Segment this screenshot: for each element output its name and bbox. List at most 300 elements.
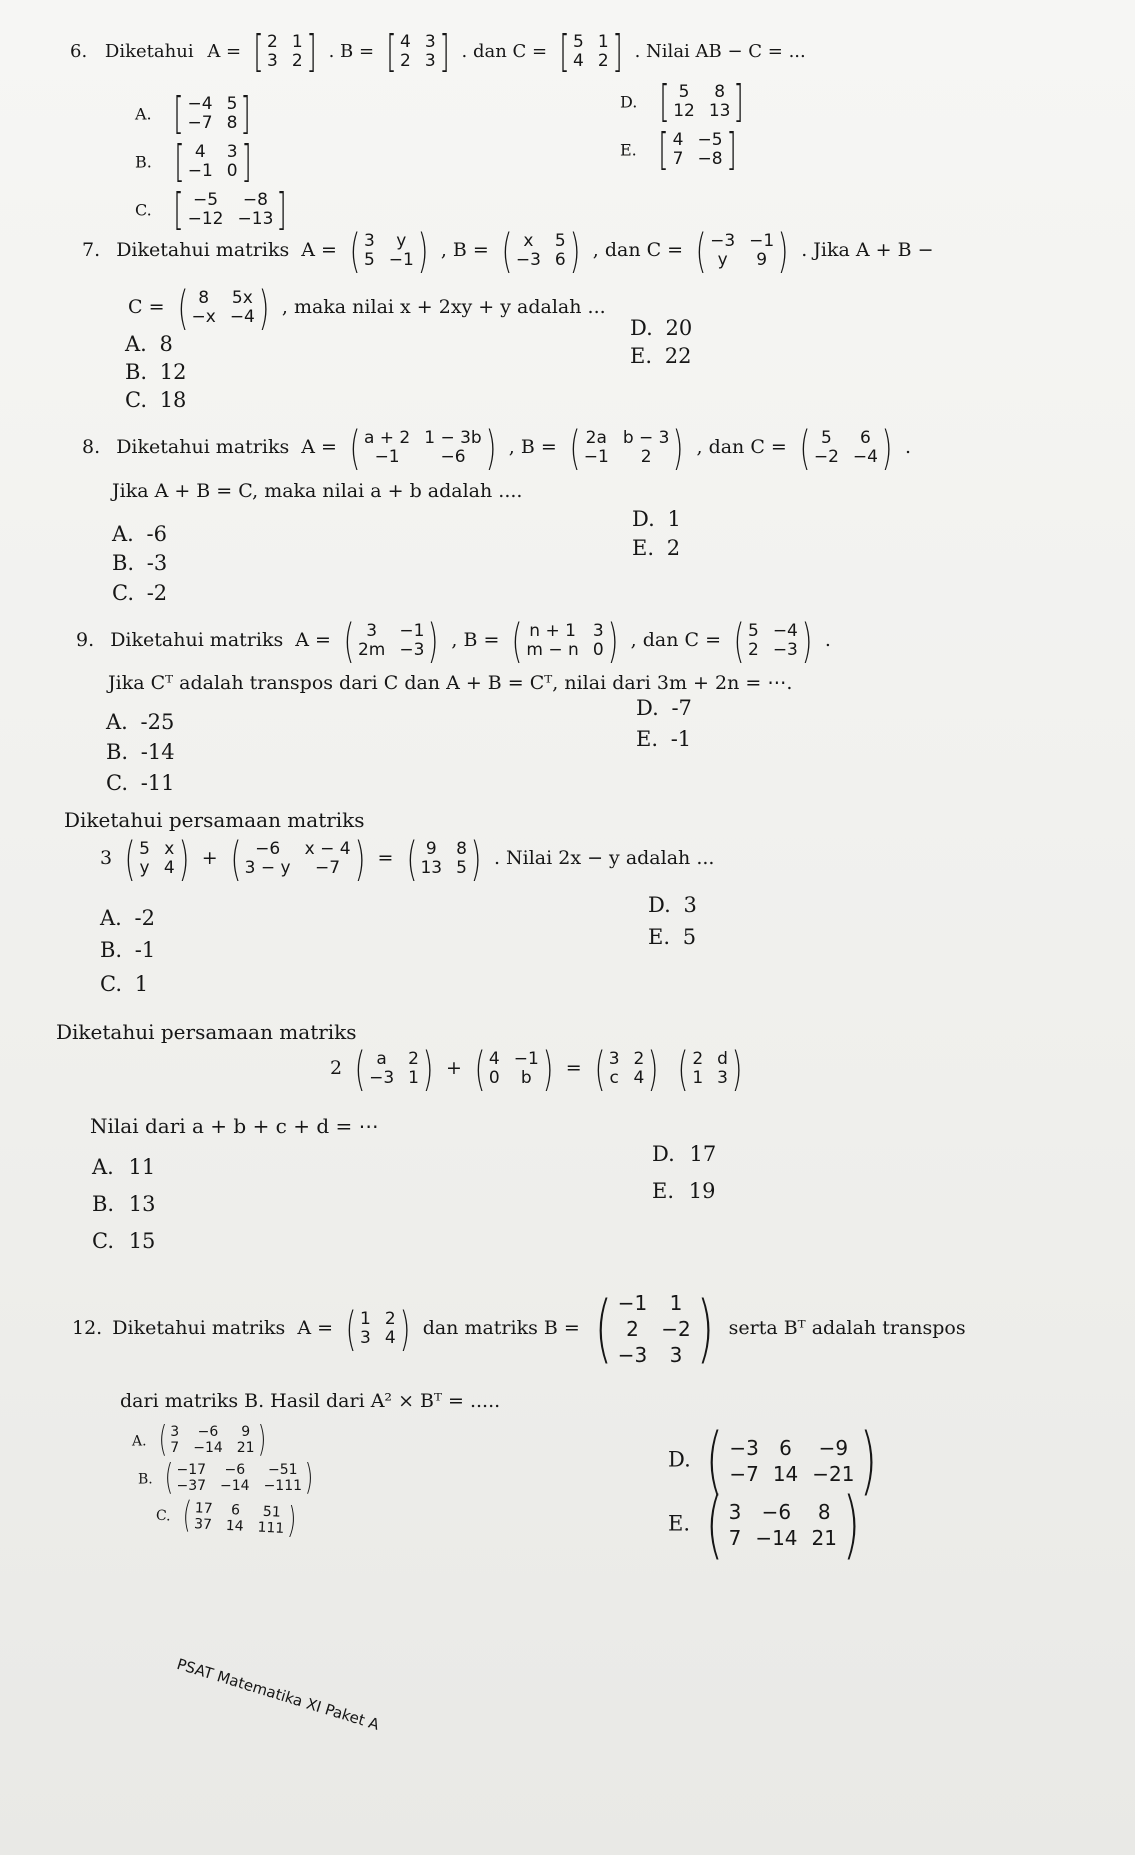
option-value: 1 <box>667 507 681 531</box>
question-number: 6. <box>70 41 88 62</box>
option-value: 12 <box>159 360 187 384</box>
question-lead: Diketahui matriks <box>116 239 290 261</box>
matrix-entry: 0 <box>592 640 604 660</box>
option-value: 5 <box>682 925 697 949</box>
option-7D[interactable] <box>630 316 692 340</box>
option-matrix: [ 5 8 12 13 ] <box>659 76 745 127</box>
matrix-entry: −2 <box>661 1317 691 1341</box>
matrix-entry: −3 <box>729 1436 759 1460</box>
option-letter: A. <box>132 1433 147 1450</box>
matrix-entry: −1 <box>749 231 775 251</box>
option-6A[interactable] <box>135 88 258 139</box>
matrix-entry: c <box>609 1068 619 1088</box>
matrix-entry: 2 <box>408 1049 419 1069</box>
option-7C[interactable] <box>125 388 186 412</box>
question-12 <box>72 1286 966 1372</box>
matrix-entry: x <box>523 231 534 251</box>
matrix-entry: −6 <box>440 447 466 467</box>
matrix-A: [ 2 1 3 2 ] <box>253 26 317 77</box>
option-letter: A. <box>135 104 152 124</box>
matrix-entry: 3 <box>366 621 378 641</box>
question-tail: serta Bᵀ adalah transpos <box>728 1317 966 1339</box>
matrix-label: , B = <box>440 239 489 261</box>
matrix-entry: 6 <box>554 250 566 270</box>
footer-label: PSAT Matematika XI Paket A <box>174 1655 382 1734</box>
option-letter: A. <box>112 522 134 546</box>
option-value: -1 <box>134 938 156 962</box>
matrix-entry: y <box>717 250 728 270</box>
matrix-B: ( −1 1 2 −2 −3 3 ) <box>594 1286 714 1372</box>
option-8D[interactable] <box>632 507 681 531</box>
matrix-entry: 4 <box>488 1049 500 1069</box>
matrix-B: [ 4 3 2 3 ] <box>386 26 450 77</box>
matrix-entry: d <box>717 1049 728 1069</box>
matrix-entry: −7 <box>187 113 213 133</box>
option-letter: A. <box>125 332 147 356</box>
option-8A[interactable] <box>112 522 167 546</box>
matrix-entry: 1 <box>692 1068 704 1088</box>
matrix-entry: −5 <box>697 130 723 150</box>
option-matrix: [ 4 −5 7 −8 ] <box>658 124 737 175</box>
option-letter: D. <box>620 92 638 112</box>
matrix-entry: 3 <box>424 51 436 71</box>
option-matrix: ( 3 −6 9 7 −14 21 ) <box>159 1419 266 1460</box>
matrix-entry: 3 − y <box>244 858 291 878</box>
matrix-entry: −14 <box>193 1440 223 1456</box>
matrix-entry: 2 <box>640 447 652 467</box>
matrix-A: ( 1 2 3 4 ) <box>345 1302 411 1356</box>
matrix-entry: 5 <box>820 428 832 448</box>
matrix-entry: x − 4 <box>304 839 351 859</box>
matrix-entry: −1 <box>617 1291 648 1315</box>
option-letter: C. <box>125 388 147 412</box>
matrix-entry: 2 <box>384 1309 396 1329</box>
matrix-entry: 2 <box>747 640 759 660</box>
option-letter: E. <box>652 1179 675 1203</box>
matrix-entry: 14 <box>772 1462 799 1486</box>
option-letter: D. <box>632 507 655 531</box>
option-11B[interactable] <box>92 1192 156 1216</box>
option-10C[interactable] <box>100 972 148 996</box>
matrix-entry: a + 2 <box>363 428 411 448</box>
option-value: -11 <box>140 771 175 795</box>
matrix-entry: −6 <box>761 1500 792 1524</box>
option-12B[interactable] <box>138 1457 319 1498</box>
matrix-entry: 0 <box>226 161 238 181</box>
matrix-label: A = <box>297 1317 334 1339</box>
matrix-entry: 2a <box>585 428 607 448</box>
matrix-entry: m − n <box>526 640 579 660</box>
matrix-entry: b <box>520 1068 532 1088</box>
matrix-entry: b − 3 <box>622 428 670 448</box>
question-tail: . Nilai 2x − y adalah ... <box>493 847 715 869</box>
matrix-entry: −111 <box>263 1478 303 1494</box>
matrix-entry: 2 <box>597 51 609 71</box>
question-number: 7. <box>82 239 101 261</box>
matrix-entry: 3 <box>669 1343 683 1367</box>
matrix-entry: 9 <box>425 839 437 859</box>
option-10B[interactable] <box>100 938 155 962</box>
option-matrix: ( −3 6 −9 −7 14 −21 ) <box>706 1418 878 1504</box>
matrix-entry: −14 <box>755 1526 798 1550</box>
option-value: 13 <box>128 1192 156 1216</box>
matrix-entry: 3 <box>360 1328 371 1348</box>
matrix-entry: −1 <box>388 250 414 270</box>
matrix-entry: 1 <box>597 32 609 52</box>
matrix-entry: −4 <box>229 307 255 327</box>
matrix-entry: 2 <box>692 1049 704 1069</box>
option-value: 20 <box>665 316 693 340</box>
matrix-entry: 21 <box>236 1440 255 1456</box>
option-10A[interactable] <box>100 906 155 930</box>
matrix-entry: 5 <box>226 94 238 114</box>
matrix-entry: −13 <box>237 209 274 229</box>
question-11-equation <box>330 1042 749 1096</box>
matrix-entry: 3 <box>592 621 604 641</box>
matrix-entry: 1 <box>408 1068 419 1088</box>
matrix-entry: a <box>376 1049 387 1069</box>
option-8E[interactable] <box>632 536 680 560</box>
matrix-entry: 4 <box>672 130 684 150</box>
question-lead: Diketahui matriks <box>112 1317 286 1339</box>
matrix-label: A = <box>295 629 331 651</box>
matrix-entry: −1 <box>374 447 400 467</box>
matrix-entry: −6 <box>224 1462 246 1478</box>
matrix-entry: 4 <box>163 858 175 878</box>
matrix-B: ( n + 1 3 m − n 0 ) <box>512 614 619 668</box>
option-letter: B. <box>106 740 129 764</box>
question-tail: , maka nilai x + 2xy + y adalah ... <box>281 296 606 318</box>
matrix-entry: 1 <box>291 32 303 52</box>
option-12C[interactable] <box>155 1496 303 1540</box>
matrix-entry: 3 <box>170 1424 180 1440</box>
matrix-entry: 37 <box>193 1516 213 1534</box>
matrix-entry: 5 <box>678 82 690 102</box>
matrix-1: ( a 2 −3 1 ) <box>354 1042 434 1096</box>
matrix-entry: 2 <box>633 1049 645 1069</box>
matrix-label: , dan C = <box>592 239 684 261</box>
question-7-line2 <box>128 281 606 335</box>
matrix-entry: n + 1 <box>529 621 576 641</box>
matrix-result: ( 8 5x −x −4 ) <box>177 281 270 335</box>
matrix-entry: 3 <box>608 1049 620 1069</box>
option-8C[interactable] <box>112 581 167 605</box>
matrix-entry: −3 <box>369 1068 395 1088</box>
matrix-label: C = <box>128 296 165 318</box>
option-letter: E. <box>668 1511 691 1536</box>
matrix-entry: 3 <box>728 1500 742 1524</box>
matrix-entry: −1 <box>513 1049 539 1069</box>
question-lead: Diketahui matriks <box>116 436 290 458</box>
question-number: 9. <box>76 629 95 651</box>
scalar-coefficient: 3 <box>100 847 113 869</box>
matrix-entry: −3 <box>772 640 798 660</box>
matrix-2: ( 4 −1 0 b ) <box>474 1042 554 1096</box>
option-letter: E. <box>630 344 653 368</box>
matrix-entry: −2 <box>813 447 839 467</box>
matrix-entry: 3 <box>267 51 278 71</box>
matrix-entry: 5 <box>456 858 467 878</box>
matrix-A: ( 3 y 5 −1 ) <box>349 224 429 278</box>
option-value: -1 <box>670 727 692 751</box>
option-9C[interactable] <box>106 771 175 795</box>
option-matrix: [ −4 5 −7 8 ] <box>173 88 252 139</box>
matrix-entry: 3 <box>226 142 238 162</box>
matrix-A: ( 3 −1 2m −3 ) <box>343 614 439 668</box>
question-12-line2: dari matriks B. Hasil dari A² × Bᵀ = ..... <box>120 1390 501 1412</box>
matrix-entry: y <box>139 858 150 878</box>
matrix-entry: −8 <box>697 149 723 169</box>
option-value: -6 <box>146 522 167 546</box>
matrix-entry: 8 <box>456 839 467 859</box>
option-matrix: ( 3 −6 8 7 −14 21 ) <box>705 1482 861 1568</box>
option-value: 1 <box>134 972 149 996</box>
equals-sign: = <box>377 847 394 869</box>
option-letter: D. <box>648 893 671 917</box>
matrix-entry: −7 <box>315 858 341 878</box>
matrix-entry: −12 <box>187 209 224 229</box>
option-value: -2 <box>146 581 168 605</box>
matrix-entry: 5 <box>573 32 584 52</box>
scalar-coefficient: 2 <box>330 1057 343 1079</box>
option-letter: A. <box>92 1155 114 1179</box>
option-12E[interactable] <box>668 1482 869 1568</box>
matrix-entry: 4 <box>399 32 411 52</box>
option-letter: B. <box>112 551 135 575</box>
equals-sign: = <box>565 1057 582 1079</box>
question-10-equation <box>100 832 715 886</box>
matrix-entry: x <box>164 839 175 859</box>
option-value: 3 <box>683 893 697 917</box>
matrix-entry: 2 <box>267 32 278 52</box>
matrix-entry: 7 <box>672 149 684 169</box>
matrix-entry: 9 <box>756 250 768 270</box>
matrix-entry: −14 <box>220 1478 250 1494</box>
option-letter: E. <box>648 925 671 949</box>
question-6 <box>70 26 806 77</box>
matrix-entry: 4 <box>194 142 206 162</box>
matrix-B: ( x 5 −3 6 ) <box>501 224 581 278</box>
option-letter: C. <box>100 972 122 996</box>
option-value: 17 <box>689 1142 717 1166</box>
matrix-entry: −1 <box>399 621 425 641</box>
matrix-entry: 51 <box>262 1503 282 1521</box>
option-value: -25 <box>140 710 175 734</box>
option-letter: D. <box>630 316 653 340</box>
matrix-label: , dan C = <box>696 436 787 458</box>
option-value: -2 <box>134 906 155 930</box>
matrix-entry: −21 <box>812 1462 855 1486</box>
question-connector: dan matriks <box>422 1317 538 1339</box>
question-lead: Diketahui matriks <box>110 629 284 651</box>
matrix-C: ( −3 −1 y 9 ) <box>695 224 789 278</box>
option-11C[interactable] <box>92 1229 155 1253</box>
matrix-entry: −3 <box>399 640 425 660</box>
question-number: 8. <box>82 436 101 458</box>
matrix-label: , dan C = <box>630 629 721 651</box>
question-10: Diketahui persamaan matriks <box>64 808 365 832</box>
matrix-label: B = <box>543 1317 580 1339</box>
option-value: 19 <box>688 1179 716 1203</box>
matrix-entry: 1 − 3b <box>424 428 482 448</box>
option-8B[interactable] <box>112 551 167 575</box>
matrix-4: ( 2 d 1 3 ) <box>677 1042 743 1096</box>
matrix-entry: −1 <box>187 161 213 181</box>
matrix-entry: 8 <box>198 288 210 308</box>
option-value: 2 <box>666 536 681 560</box>
option-letter: D. <box>668 1447 691 1472</box>
option-6C[interactable] <box>135 184 294 235</box>
option-matrix: [ −5 −8 −12 −13 ] <box>173 184 288 235</box>
matrix-entry: −4 <box>852 447 878 467</box>
question-9 <box>76 614 831 668</box>
option-letter: C. <box>92 1229 114 1253</box>
question-8-line2: Jika A + B = C, maka nilai a + b adalah .... <box>112 480 523 502</box>
matrix-label: , B = <box>508 436 557 458</box>
option-6B[interactable] <box>135 136 258 187</box>
option-9D[interactable] <box>636 696 692 720</box>
option-9A[interactable] <box>106 710 174 734</box>
matrix-entry: −6 <box>197 1424 219 1440</box>
option-letter: D. <box>652 1142 675 1166</box>
option-letter: B. <box>135 152 152 172</box>
matrix-entry: 6 <box>860 428 871 448</box>
matrix-entry: 0 <box>488 1068 500 1088</box>
matrix-entry: −4 <box>772 621 798 641</box>
option-9E[interactable] <box>636 727 691 751</box>
option-6E[interactable] <box>620 124 743 175</box>
matrix-2: ( −6 x − 4 3 − y −7 ) <box>230 832 365 886</box>
option-11E[interactable] <box>652 1179 715 1203</box>
option-11D[interactable] <box>652 1142 716 1166</box>
matrix-3: ( 9 8 13 5 ) <box>406 832 482 886</box>
matrix-label: , B = <box>451 629 500 651</box>
question-tail: . <box>824 629 831 651</box>
matrix-entry: 13 <box>708 101 731 121</box>
option-letter: C. <box>135 200 152 220</box>
plus-sign: + <box>445 1057 462 1079</box>
matrix-entry: −9 <box>818 1436 849 1460</box>
option-letter: A. <box>100 906 122 930</box>
matrix-entry: 1 <box>360 1309 371 1329</box>
question-lead: Diketahui <box>104 41 194 62</box>
option-9B[interactable] <box>106 740 175 764</box>
matrix-entry: 8 <box>226 113 238 133</box>
option-letter: B. <box>100 938 123 962</box>
option-10D[interactable] <box>648 893 697 917</box>
matrix-entry: 5 <box>747 621 759 641</box>
option-7E[interactable] <box>630 344 691 368</box>
matrix-entry: −17 <box>176 1462 207 1478</box>
matrix-entry: 5x <box>231 288 253 308</box>
option-letter: E. <box>632 536 655 560</box>
matrix-entry: 2m <box>357 640 386 660</box>
question-number: 12. <box>72 1317 103 1339</box>
option-letter: C. <box>155 1507 172 1525</box>
matrix-entry: −x <box>191 307 216 327</box>
matrix-entry: 4 <box>384 1328 396 1348</box>
matrix-entry: 5 <box>554 231 566 251</box>
matrix-entry: −51 <box>268 1462 298 1478</box>
option-letter: E. <box>620 140 637 160</box>
question-tail: . Jika A + B − <box>801 239 934 261</box>
matrix-entry: 1 <box>669 1291 683 1315</box>
matrix-entry: 7 <box>170 1440 180 1456</box>
matrix-label: . dan C = <box>461 41 548 62</box>
matrix-entry: −8 <box>242 190 268 210</box>
matrix-C: [ 5 1 4 2 ] <box>559 26 623 77</box>
matrix-entry: y <box>396 231 407 251</box>
option-matrix: ( 17 6 51 37 14 111 ) <box>182 1494 298 1542</box>
option-value: -14 <box>140 740 175 764</box>
option-11A[interactable] <box>92 1155 155 1179</box>
option-value: 15 <box>128 1229 156 1253</box>
matrix-C: ( 5 −4 2 −3 ) <box>733 614 813 668</box>
matrix-entry: −3 <box>617 1343 648 1367</box>
matrix-entry: −5 <box>193 190 219 210</box>
matrix-entry: 2 <box>626 1317 639 1341</box>
matrix-B: ( 2a b − 3 −1 2 ) <box>569 421 684 475</box>
question-9-line2: Jika Cᵀ adalah transpos dari C dan A + B = Cᵀ, nilai dari 3m + 2n = ⋯. <box>108 672 793 694</box>
question-7 <box>82 224 934 278</box>
option-letter: C. <box>106 771 128 795</box>
plus-sign: + <box>201 847 218 869</box>
option-6D[interactable] <box>620 76 751 127</box>
matrix-entry: 4 <box>633 1068 645 1088</box>
matrix-1: ( 5 x y 4 ) <box>124 832 190 886</box>
question-tail: . Nilai AB − C = ... <box>634 41 806 62</box>
matrix-entry: 17 <box>194 1500 214 1518</box>
matrix-entry: 9 <box>241 1424 251 1440</box>
question-11-line2: Nilai dari a + b + c + d = ⋯ <box>90 1114 379 1138</box>
matrix-entry: 7 <box>728 1526 742 1550</box>
matrix-entry: 8 <box>714 82 726 102</box>
option-value: 22 <box>664 344 692 368</box>
matrix-entry: 3 <box>717 1068 728 1088</box>
matrix-label: . B = <box>328 41 375 62</box>
option-7A[interactable] <box>125 332 173 356</box>
matrix-entry: 13 <box>420 858 443 878</box>
option-letter: B. <box>92 1192 115 1216</box>
matrix-entry: 3 <box>363 231 375 251</box>
matrix-entry: 8 <box>817 1500 831 1524</box>
question-tail: . <box>904 436 911 458</box>
option-value: -7 <box>671 696 692 720</box>
option-matrix: ( −17 −6 −51 −37 −14 −111 ) <box>165 1457 314 1498</box>
matrix-entry: 14 <box>225 1517 245 1535</box>
option-letter: D. <box>636 696 659 720</box>
matrix-entry: −3 <box>515 250 541 270</box>
matrix-entry: 3 <box>424 32 436 52</box>
matrix-entry: 6 <box>779 1436 792 1460</box>
matrix-A: ( a + 2 1 − 3b −1 −6 ) <box>349 421 497 475</box>
option-letter: B. <box>125 360 148 384</box>
option-value: 8 <box>159 332 173 356</box>
matrix-entry: −3 <box>710 231 736 251</box>
question-8 <box>82 421 911 475</box>
option-7B[interactable] <box>125 360 187 384</box>
question-11: Diketahui persamaan matriks <box>56 1020 357 1044</box>
matrix-entry: −6 <box>255 839 281 859</box>
option-12A[interactable] <box>132 1419 272 1460</box>
matrix-C: ( 5 6 −2 −4 ) <box>799 421 893 475</box>
option-value: 18 <box>159 388 187 412</box>
matrix-entry: 5 <box>139 839 150 859</box>
option-letter: C. <box>112 581 134 605</box>
matrix-entry: 5 <box>363 250 375 270</box>
matrix-label: A = <box>301 239 337 261</box>
option-10E[interactable] <box>648 925 696 949</box>
